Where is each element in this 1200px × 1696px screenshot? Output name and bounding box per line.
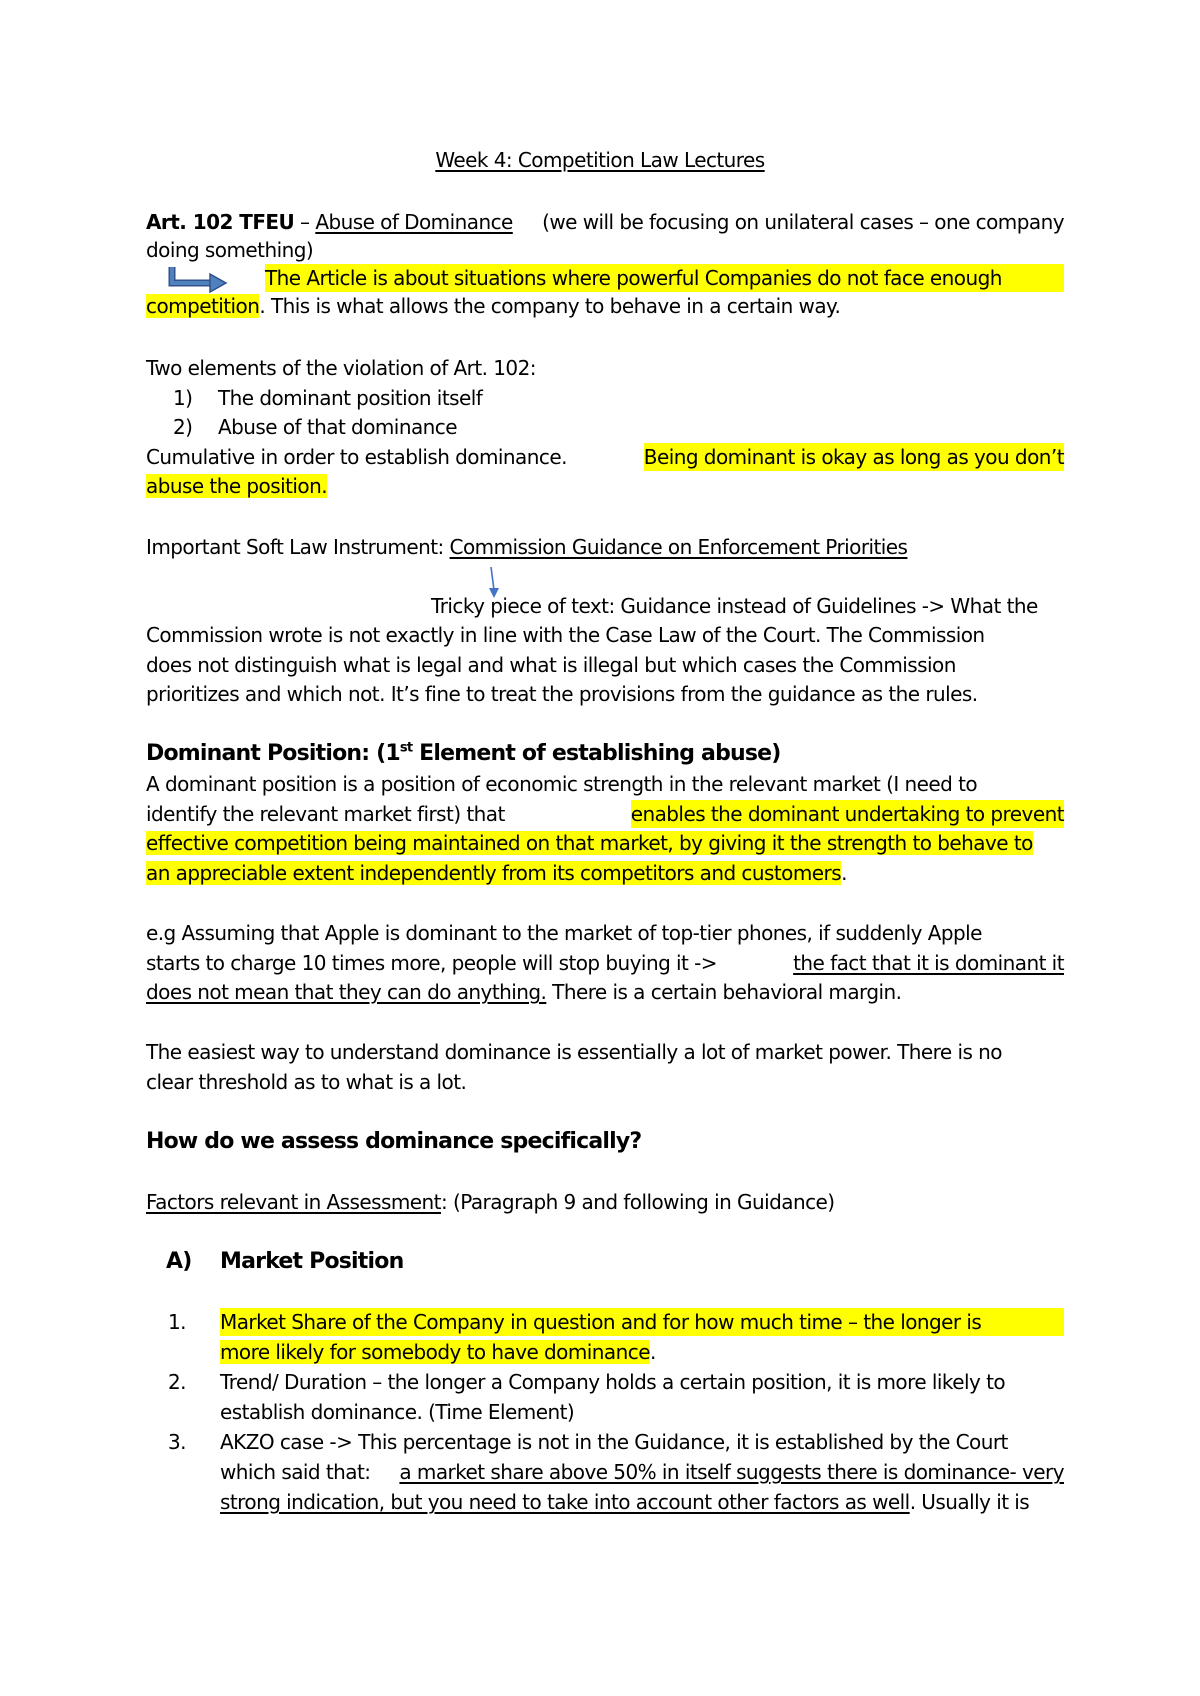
factors-line: Factors relevant in Assessment: (Paragraph 9 and following in Guidance) <box>146 1190 835 1214</box>
example-underline-1: the fact that it is dominant it <box>793 951 1064 975</box>
cumulative-highlight-2: abuse the position. <box>146 474 328 498</box>
cumulative-line-2 <box>146 472 327 500</box>
art-line-2: doing something) <box>146 238 314 262</box>
example-l1: e.g Assuming that Apple is dominant to the market of top-tier phones, if suddenly Apple <box>146 921 982 945</box>
example-l3: does not mean that they can do anything. There is a certain behavioral margin. <box>146 980 902 1004</box>
example-underline-2: does not mean that they can do anything. <box>146 980 547 1004</box>
easiest-l2: clear threshold as to what is a lot. <box>146 1070 467 1094</box>
akzo-underline-2: strong indication, but you need to take into account other factors as well <box>220 1490 910 1514</box>
art-line-1: Art. 102 TFEU – Abuse of Dominance (we will be focusing on unilateral cases – one company <box>146 210 1064 234</box>
cumulative-highlight-1: Being dominant is okay as long as you don’t <box>643 445 1064 469</box>
dominant-l3 <box>146 829 1033 857</box>
assess-heading: How do we assess dominance specifically? <box>146 1129 642 1154</box>
dominant-l2: identify the relevant market first) that enables the dominant undertaking to prevent <box>146 802 1064 826</box>
factors-label: Factors relevant in Assessment <box>146 1190 441 1214</box>
dominant-highlight-2: effective competition being maintained on that market, by giving it the strength to behave to <box>146 831 1033 855</box>
soft-law-l4: prioritizes and which not. It’s fine to treat the provisions from the guidance as the rules. <box>146 682 978 706</box>
soft-law-l2: Commission wrote is not exactly in line with the Case Law of the Court. The Commission <box>146 623 985 647</box>
elements-intro: Two elements of the violation of Art. 102: <box>146 356 536 380</box>
document-title: Week 4: Competition Law Lectures <box>435 148 765 172</box>
arrow-right-icon <box>168 264 230 294</box>
market-share-highlight-2: more likely for somebody to have dominance <box>220 1340 650 1364</box>
dominant-highlight-3: an appreciable extent independently from its competitors and customers <box>146 861 842 885</box>
cumulative-line-1: Cumulative in order to establish dominance. Being dominant is okay as long as you don’t <box>146 445 1064 469</box>
soft-law-l3: does not distinguish what is legal and what is illegal but which cases the Commission <box>146 653 956 677</box>
list-item-cont: which said that: a market share above 50% in itself suggests there is dominance- very <box>220 1460 1064 1484</box>
art-highlight-1: The Article is about situations where powerful Companies do not face enough <box>265 264 1064 292</box>
art-line-4: competition. This is what allows the company to behave in a certain way. <box>146 294 841 318</box>
dominant-l1: A dominant position is a position of economic strength in the relevant market (I need to <box>146 772 978 796</box>
list-item-cont: more likely for somebody to have dominance. <box>220 1340 656 1364</box>
art-highlight-2: competition <box>146 294 260 318</box>
soft-law-l1: Tricky piece of text: Guidance instead of Guidelines -> What the <box>431 594 1038 618</box>
dominant-l4: an appreciable extent independently from its competitors and customers. <box>146 861 847 885</box>
easiest-l1: The easiest way to understand dominance is essentially a lot of market power. There is no <box>146 1040 1002 1064</box>
art-heading: Abuse of Dominance <box>315 210 513 234</box>
list-item-cont: establish dominance. (Time Element) <box>220 1400 575 1424</box>
soft-law-line: Important Soft Law Instrument: Commission Guidance on Enforcement Priorities <box>146 535 908 559</box>
market-share-highlight-1: Market Share of the Company in question and for how much time – the longer is <box>220 1308 1064 1336</box>
art-rest-1: (we will be focusing on unilateral cases – one company <box>542 210 1064 234</box>
example-l2: starts to charge 10 times more, people will stop buying it -> the fact that it is dominant it <box>146 951 1064 975</box>
dominant-heading: Dominant Position: (1st Element of establishing abuse) <box>146 740 781 766</box>
guidance-title: Commission Guidance on Enforcement Priorities <box>449 535 908 559</box>
akzo-underline-1: a market share above 50% in itself suggests there is dominance- very <box>399 1460 1064 1484</box>
art-label: Art. 102 TFEU <box>146 210 295 234</box>
list-item-cont: strong indication, but you need to take into account other factors as well. Usually it is <box>220 1490 1030 1514</box>
document-page: Week 4: Competition Law Lectures Art. 102 TFEU – Abuse of Dominance (we will be focusing on unilateral cases – one company doing something) The Article is about situations where powerful Companies do not face enough competition. This is what allows the company to behave in a certain way. Two elements of the violation of Art. 102: 1) The dominant position itself 2) Abuse of that dominance Cumulative in order to establish dominance. Being dominant is okay as long as you don’t abuse the position. Important Soft Law Instrument: Commission Guidance on Enforcement Priorities Tricky piece of text: Guidance instead of Guidelines -> What the Commission wrote is not exactly in line with the Case Law of the Court. The Commission does not distinguish what is legal and what is illegal but which cases the Commission prioritizes and which not. It’s fine to treat the provisions from the guidance as the rules. Dominant Position: (1st Element of establishing abuse) A dominant position is a position of economic strength in the relevant market (I need to identify the relevant market first) that enables the dominant undertaking to prevent effective competition being maintained on that market, by giving it the strength to behave to an appreciable extent independently from its competitors and customers. e.g Assuming that Apple is dominant to the market of top-tier phones, if suddenly Apple starts to charge 10 times more, people will stop buying it -> the fact that it is dominant it does not mean that they can do anything. There is a certain behavioral margin. The easiest way to understand dominance is essentially a lot of market power. There is no clear threshold as to what is a lot. How do we assess dominance specifically? Factors relevant in Assessment: (Paragraph 9 and following in Guidance) A) Market Position 1. Market Share of the Company in question and for how much time – the longer is more likely for somebody to have dominance. 2. Trend/ Duration – the longer a Company holds a certain position, it is more likely to establish dominance. (Time Element) 3. AKZO case -> This percentage is not in the Guidance, it is established by the Court which said that: a market share above 50% in itself suggests there is dominance- very strong indication, but you need to take into account other factors as well. Usually it is <box>0 0 1200 1696</box>
dominant-highlight-1: enables the dominant undertaking to prevent <box>630 802 1064 826</box>
